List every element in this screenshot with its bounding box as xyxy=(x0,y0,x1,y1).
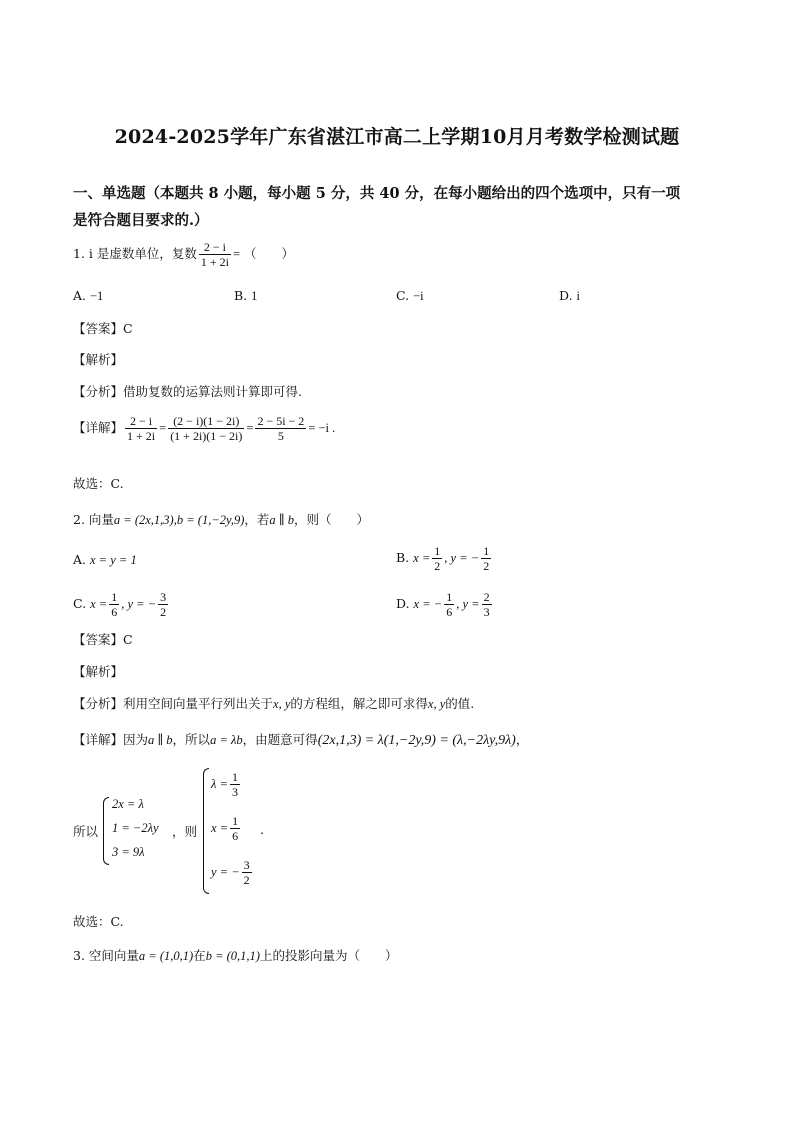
q2-system-eq1: 2x = λ xyxy=(112,797,144,811)
q2-sol-y: y = − $\frac{3}{2}$ xyxy=(211,858,250,887)
q2-option-a: A. x = y = 1 xyxy=(73,552,137,567)
q2-system-brace xyxy=(103,797,109,865)
q2-so-label: 所以 xyxy=(73,824,99,839)
q2-fenxi: 【分析】利用空间向量平行列出关于x, y的方程组，解之即可求得x, y的值. xyxy=(73,696,475,711)
q1-stem: 1. i 是虚数单位，复数 $\frac{2 - i}{1 + 2i}$ = （ ） xyxy=(73,240,295,269)
q1-answer: 【答案】C xyxy=(73,321,133,336)
q3-vector-b: b = (0,1,1) xyxy=(205,949,260,963)
page-title: 2024-2025学年广东省湛江市高二上学期10月月考数学检测试题 xyxy=(114,126,680,148)
q2-detail: 【详解】因为a ∥ b，所以a = λb，由题意可得(2x,1,3) = λ(1,−2y,9) = (λ,−2λy,9λ)， xyxy=(73,732,529,748)
section-heading-line1: 一、单选题（本题共 8 小题，每小题 5 分，共 40 分，在每小题给出的四个选项中，只有一项 xyxy=(73,185,681,202)
q2-stem: 2. 向量a = (2x,1,3),b = (1,−2y,9)，若a ∥ b，则（ ） xyxy=(73,512,369,527)
q2-solution-brace xyxy=(203,768,209,894)
q1-option-c: C. −i xyxy=(396,288,424,303)
q3-stem: 3. 空间向量a = (1,0,1)在b = (0,1,1)上的投影向量为（ ） xyxy=(73,948,398,963)
section-heading-line2: 是符合题目要求的.） xyxy=(73,212,209,229)
q2-option-c: C. x = $\frac{1}{6}$ , y = − $\frac{3}{2}$ xyxy=(73,590,167,619)
q2-then-label: ，则 xyxy=(172,824,198,839)
q1-detail-frac1: $\frac{2 - i}{1 + 2i}$ xyxy=(127,414,156,443)
q1-detail-frac2: $\frac{(2 - i)(1 - 2i)}{(1 + 2i)(1 - 2i)}$ xyxy=(170,414,243,443)
q1-detail: 【详解】 $\frac{2 - i}{1 + 2i}$ = $\frac{(2 - i)(1 - 2i)}{(1 + 2i)(1 - 2i)}$ = $\frac{2 - 5i - 2}{5}$ = −i . xyxy=(73,414,336,443)
q1-choose: 故选：C. xyxy=(73,476,124,491)
q2-vector-b: b = (1,−2y,9) xyxy=(176,513,245,527)
q1-analysis: 【解析】 xyxy=(73,352,124,367)
q1-fenxi: 【分析】借助复数的运算法则计算即可得. xyxy=(73,384,302,399)
q2-sol-x: x = $\frac{1}{6}$ xyxy=(211,814,239,843)
q2-analysis: 【解析】 xyxy=(73,664,124,679)
q2-system-eq2: 1 = −2λy xyxy=(112,821,159,835)
q2-system-eq3: 3 = 9λ xyxy=(112,845,145,859)
q1-stem-prefix: 1. i 是虚数单位，复数 xyxy=(73,246,197,261)
q1-stem-fraction: $\frac{2 - i}{1 + 2i}$ xyxy=(200,240,229,269)
q2-option-b: B. x = $\frac{1}{2}$ , y = − $\frac{1}{2}$ xyxy=(396,544,490,573)
q2-vector-a: a = (2x,1,3), xyxy=(113,513,177,527)
q1-detail-frac3: $\frac{2 - 5i - 2}{5}$ xyxy=(257,414,305,443)
q1-option-b: B. 1 xyxy=(234,288,258,303)
q2-option-d: D. x = − $\frac{1}{6}$ , y = $\frac{2}{3}$ xyxy=(396,590,490,619)
q2-parallel: a ∥ b xyxy=(269,513,294,527)
q3-vector-a: a = (1,0,1) xyxy=(138,949,194,963)
q1-option-d: D. i xyxy=(559,288,581,303)
q2-sol-end: . xyxy=(260,822,264,837)
q2-answer: 【答案】C xyxy=(73,632,133,647)
q1-option-a: A. −1 xyxy=(73,288,104,303)
q2-sol-lambda: λ = $\frac{1}{3}$ xyxy=(211,770,238,799)
q2-choose: 故选：C. xyxy=(73,914,124,929)
